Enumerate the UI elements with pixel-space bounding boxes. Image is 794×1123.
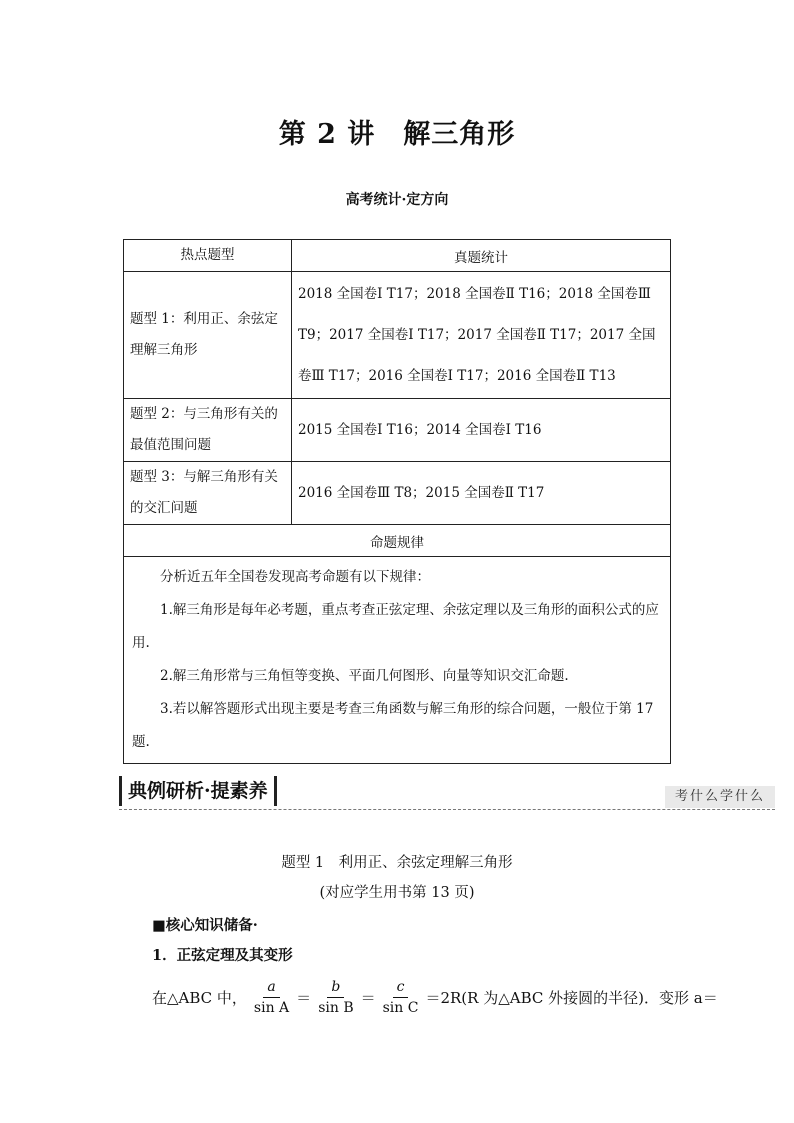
- row-type: 题型 2：与三角形有关的最值范围问题: [124, 399, 292, 462]
- rule-intro: 分析近五年全国卷发现高考命题有以下规律：: [160, 569, 430, 585]
- rule-item: 1.解三角形是每年必考题，重点考查正弦定理、余弦定理以及三角形的面积公式的应用.: [132, 602, 659, 651]
- topic-reference: (对应学生用书第 13 页): [319, 885, 475, 901]
- banner-title: 典例研析·提素养: [119, 776, 277, 806]
- fraction-denominator: sin C: [382, 1000, 419, 1016]
- section-banner: [119, 776, 775, 810]
- rules-header: 命题规律: [124, 525, 671, 557]
- table-row: [124, 272, 671, 399]
- section-subtitle: 高考统计·定方向: [345, 192, 449, 208]
- row-stats: 2018 全国卷Ⅰ T17；2018 全国卷Ⅱ T16；2018 全国卷Ⅲ T9；2017 全国卷Ⅰ T17；2017 全国卷Ⅱ T17；2017 全国卷Ⅲ T17；2016 全国卷Ⅰ T17；2016 全国卷Ⅱ T13: [292, 272, 671, 399]
- row-stats: 2015 全国卷Ⅰ T16；2014 全国卷Ⅰ T16: [292, 399, 671, 462]
- knowledge-item: 1．正弦定理及其变形: [152, 947, 293, 964]
- table-row: [124, 462, 671, 525]
- topic-title: 题型 1 利用正、余弦定理解三角形: [281, 855, 513, 871]
- fraction-b: [314, 977, 357, 1018]
- fraction-numerator: c: [393, 977, 409, 998]
- formula-prefix: 在△ABC 中，: [152, 989, 247, 1007]
- sine-law-formula: [152, 977, 718, 1018]
- banner-divider: [119, 809, 775, 810]
- fraction-a: [250, 977, 293, 1018]
- statistics-table: [123, 239, 671, 764]
- formula-suffix: ＝2R(R 为△ABC 外接圆的半径)．变形 a＝: [425, 989, 718, 1007]
- rules-row: [124, 557, 671, 764]
- rule-item: 2.解三角形常与三角恒等变换、平面几何图形、向量等知识交汇命题.: [160, 668, 569, 684]
- fraction-denominator: sin A: [253, 1000, 290, 1016]
- knowledge-heading: ■核心知识储备·: [152, 917, 258, 934]
- page-title: 第 2 讲 解三角形: [278, 119, 516, 150]
- equals-sign: ＝: [296, 989, 312, 1007]
- fraction-numerator: a: [263, 977, 279, 998]
- row-type: 题型 3：与解三角形有关的交汇问题: [124, 462, 292, 525]
- fraction-denominator: sin B: [318, 1000, 354, 1016]
- rule-item: 3.若以解答题形式出现主要是考查三角函数与解三角形的综合问题，一般位于第 17 题.: [132, 701, 654, 750]
- header-exam-stats: 真题统计: [292, 240, 671, 272]
- row-type: 题型 1：利用正、余弦定理解三角形: [124, 272, 292, 399]
- row-stats: 2016 全国卷Ⅲ T8；2015 全国卷Ⅱ T17: [292, 462, 671, 525]
- fraction-numerator: b: [327, 977, 344, 998]
- rules-header-row: [124, 525, 671, 557]
- equals-sign: ＝: [360, 989, 376, 1007]
- table-header-row: [124, 240, 671, 272]
- rules-cell: [124, 557, 671, 764]
- banner-tag: 考什么学什么: [665, 786, 775, 808]
- header-hot-types: 热点题型: [124, 240, 292, 272]
- table-row: [124, 399, 671, 462]
- fraction-c: [379, 977, 423, 1018]
